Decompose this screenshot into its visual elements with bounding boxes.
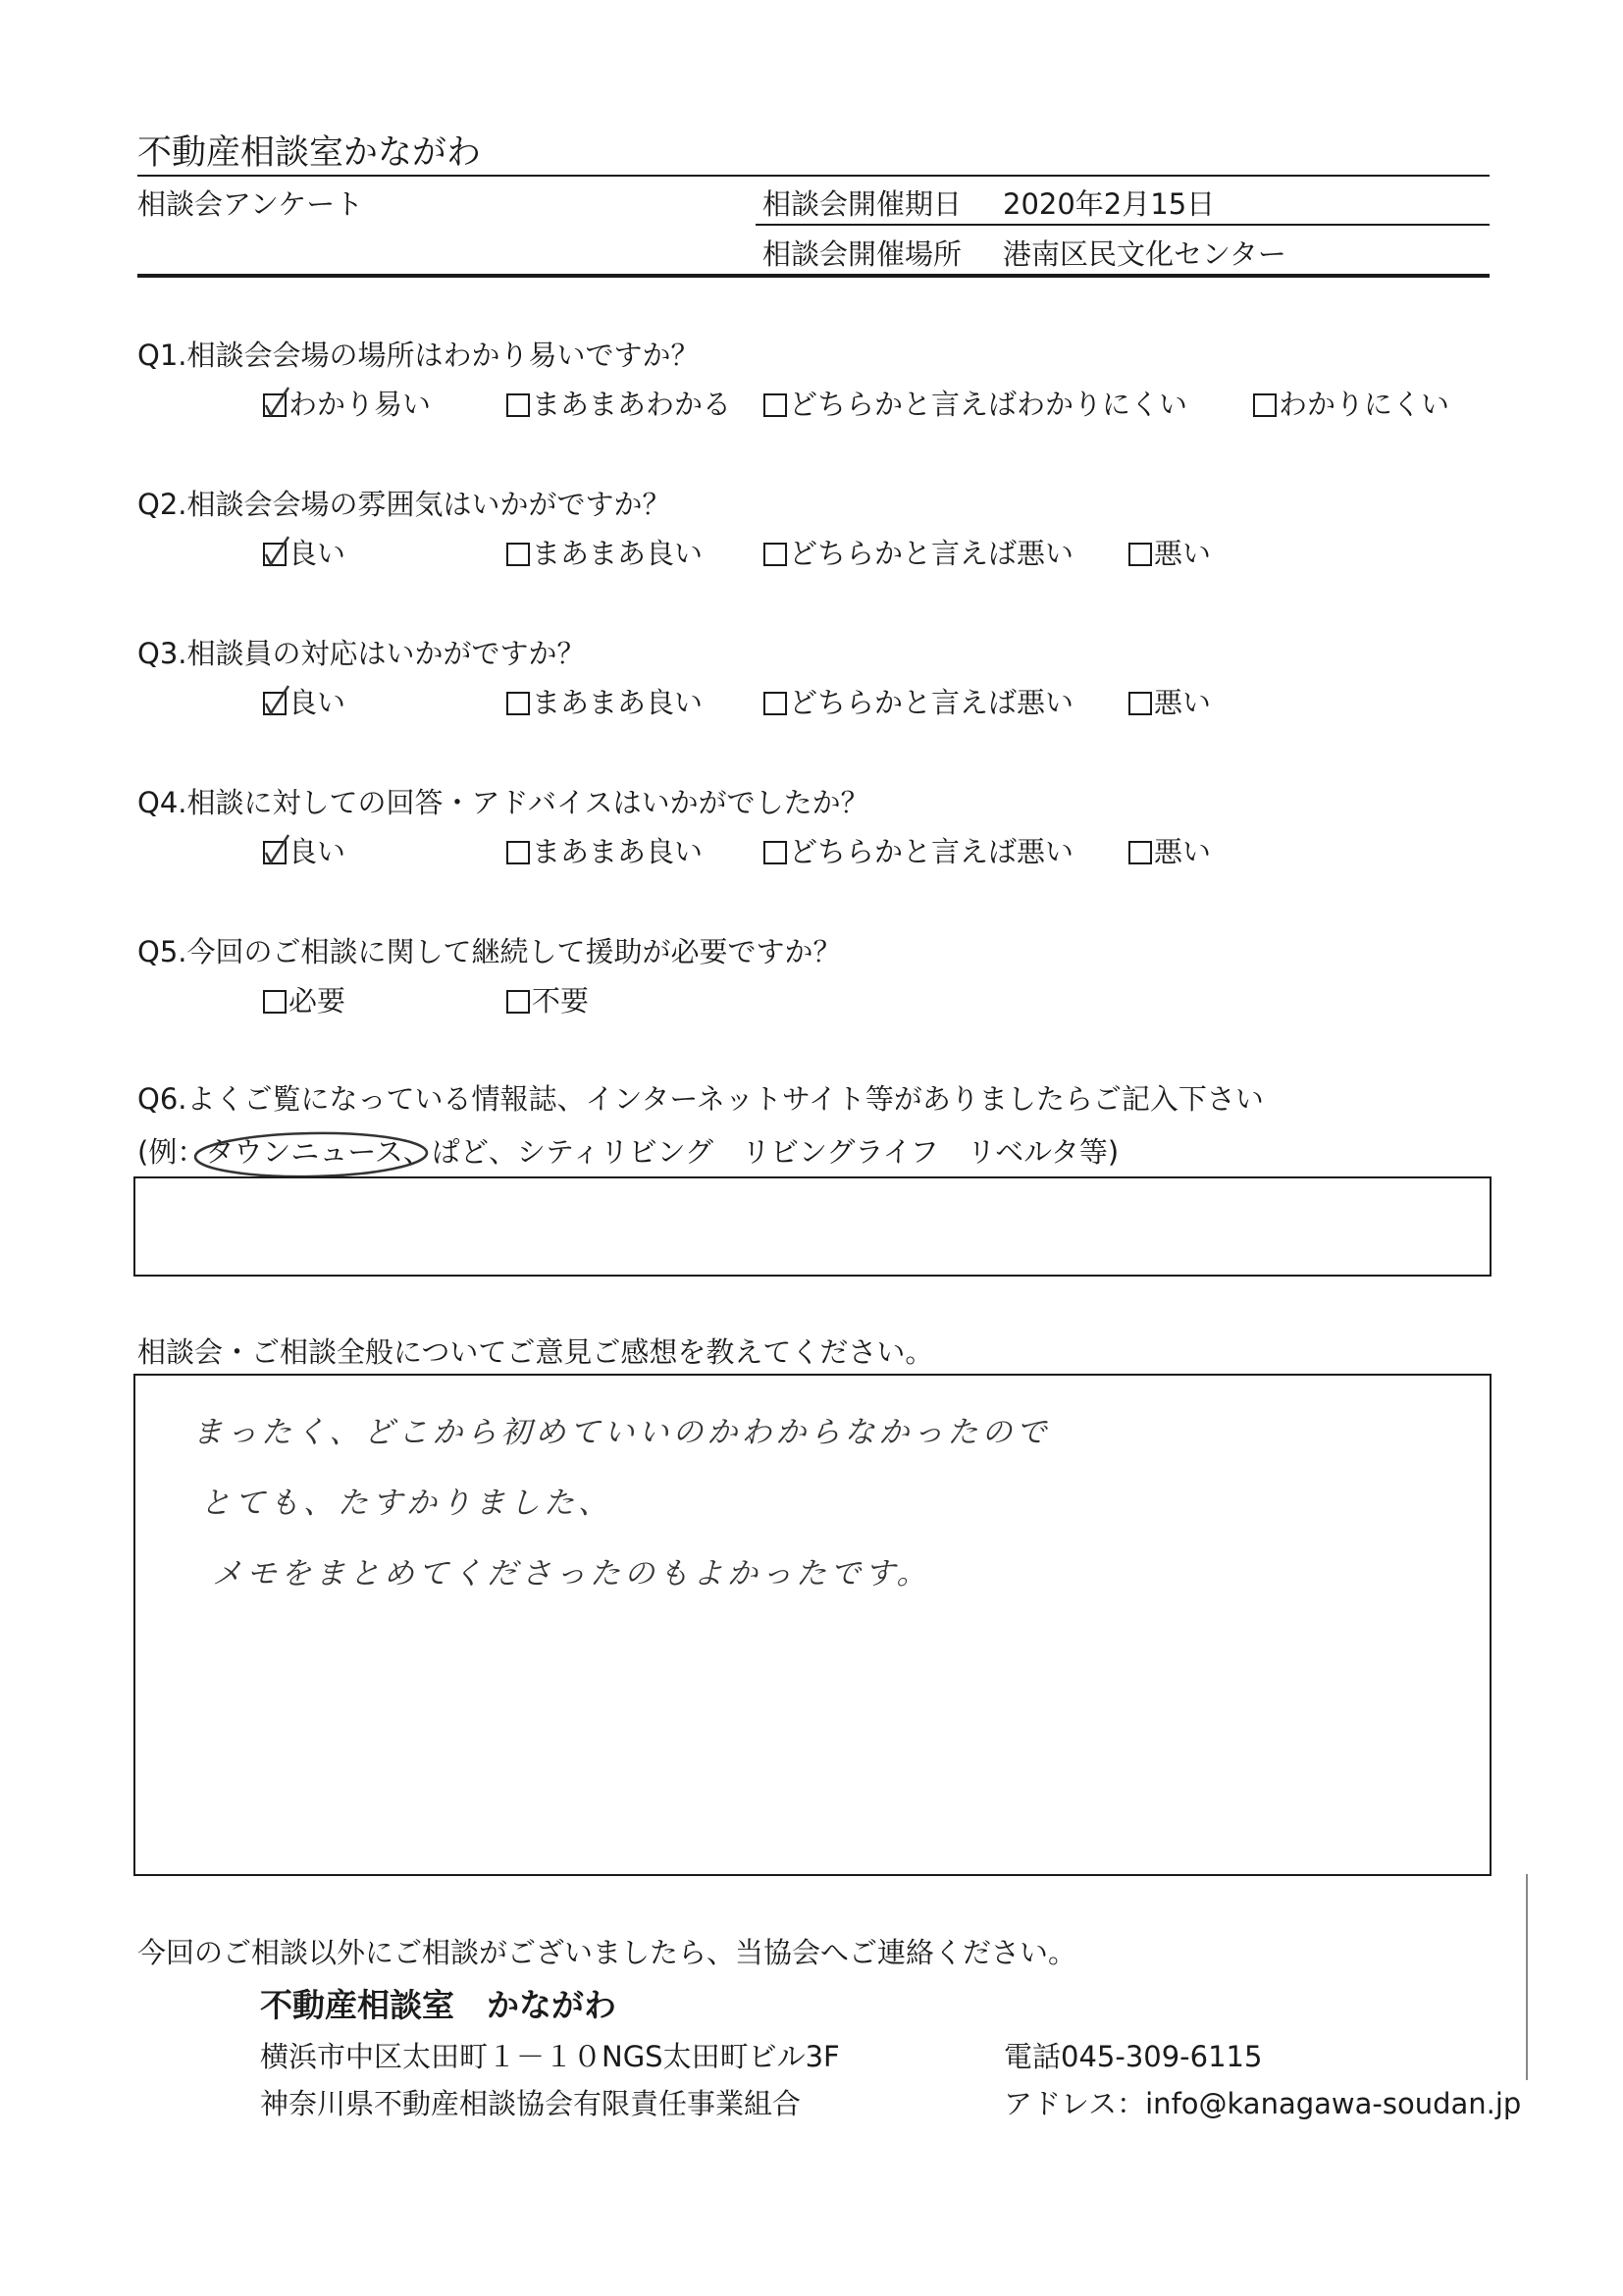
checkbox-icon[interactable] <box>763 841 787 864</box>
option-label: わかり易い <box>288 388 432 421</box>
place-label: 相談会開催場所 <box>762 237 963 271</box>
handwritten-line-2: とても、たすかりました、 <box>200 1486 612 1521</box>
org-title: 不動産相談室かながわ <box>137 133 482 173</box>
q1-option-3[interactable] <box>763 383 1187 423</box>
handwritten-line-1: まったく、どこから初めていいのかわからなかったので <box>192 1415 1051 1450</box>
q3-option-4[interactable] <box>1128 681 1211 721</box>
checkbox-icon[interactable] <box>506 990 530 1014</box>
checkbox-icon[interactable] <box>1128 841 1152 864</box>
checkbox-icon[interactable] <box>763 543 787 566</box>
q5-option-1[interactable] <box>263 979 345 1019</box>
checkbox-icon[interactable] <box>1253 393 1277 417</box>
q3-option-3[interactable] <box>763 681 1073 721</box>
q6-example-prefix: (例： <box>137 1135 206 1169</box>
scan-edge-line <box>1526 1874 1528 2080</box>
q5-option-2[interactable] <box>506 979 589 1019</box>
comments-label: 相談会・ご相談全般についてご意見ご感想を教えてください。 <box>137 1335 934 1369</box>
q4-option-2[interactable] <box>506 830 703 870</box>
checkbox-icon[interactable] <box>263 692 287 715</box>
option-label: 必要 <box>288 984 346 1018</box>
place-value: 港南区民文化センター <box>1003 237 1286 271</box>
q4-option-3[interactable] <box>763 830 1073 870</box>
q6-example <box>137 1130 1119 1171</box>
header-rule-1 <box>137 175 1490 177</box>
checkbox-icon[interactable] <box>263 543 287 566</box>
checkbox-icon[interactable] <box>263 393 287 417</box>
pen-circle-mark <box>197 1131 425 1180</box>
checkbox-icon[interactable] <box>506 543 530 566</box>
q6-example-circled-wrap <box>205 1135 403 1169</box>
checkbox-icon[interactable] <box>763 692 787 715</box>
checkbox-icon[interactable] <box>263 990 287 1014</box>
checkbox-icon[interactable] <box>763 393 787 417</box>
q6-example-circled: タウンニュース <box>205 1135 403 1169</box>
option-label: わかりにくい <box>1279 388 1450 421</box>
checkbox-icon[interactable] <box>506 393 530 417</box>
footer-org-name: 不動産相談室 かながわ <box>260 1986 616 2024</box>
date-label: 相談会開催期日 <box>762 187 963 221</box>
option-label: 良い <box>288 835 346 868</box>
checkbox-icon[interactable] <box>506 841 530 864</box>
footer-email: アドレス：info@kanagawa-soudan.jp <box>1004 2087 1522 2120</box>
q1-option-1[interactable] <box>263 383 431 423</box>
q6-question: Q6.よくご覧になっている情報誌、インターネットサイト等がありましたらご記入下さい <box>137 1082 1264 1116</box>
checkbox-icon[interactable] <box>1128 692 1152 715</box>
footer-address: 横浜市中区太田町１－１０NGS太田町ビル3F <box>260 2040 840 2073</box>
footer-association: 神奈川県不動産相談協会有限責任事業組合 <box>260 2087 802 2120</box>
option-label: 悪い <box>1154 686 1212 719</box>
option-label: まあまあ良い <box>532 686 704 719</box>
q6-answer-box[interactable] <box>133 1176 1492 1277</box>
q1-option-4[interactable] <box>1253 383 1449 423</box>
q4-option-4[interactable] <box>1128 830 1211 870</box>
option-label: どちらかと言えばわかりにくい <box>789 388 1188 421</box>
q2-option-2[interactable] <box>506 532 703 572</box>
option-label: どちらかと言えば悪い <box>789 835 1074 868</box>
q3-option-1[interactable] <box>263 681 345 721</box>
checkbox-icon[interactable] <box>263 841 287 864</box>
option-label: まあまあ良い <box>532 537 704 570</box>
option-label: 良い <box>288 537 346 570</box>
q3-option-2[interactable] <box>506 681 703 721</box>
footer-phone: 電話045-309-6115 <box>1004 2040 1263 2073</box>
checkbox-icon[interactable] <box>506 692 530 715</box>
comments-box[interactable] <box>133 1374 1492 1876</box>
header-rule-2 <box>756 224 1490 226</box>
option-label: 不要 <box>532 984 590 1018</box>
q2-option-1[interactable] <box>263 532 345 572</box>
footer-notice: 今回のご相談以外にご相談がございましたら、当協会へご連絡ください。 <box>137 1936 1077 1969</box>
question-1: Q1.相談会会場の場所はわかり易いですか？ <box>137 339 700 372</box>
q4-option-1[interactable] <box>263 830 345 870</box>
date-value: 2020年2月15日 <box>1003 187 1216 221</box>
question-2: Q2.相談会会場の雰囲気はいかがですか？ <box>137 488 671 521</box>
option-label: まあまあわかる <box>532 388 732 421</box>
q2-option-3[interactable] <box>763 532 1073 572</box>
option-label: 良い <box>288 686 346 719</box>
header-rule-3 <box>137 274 1490 278</box>
form-title: 相談会アンケート <box>137 187 364 221</box>
handwritten-line-3: メモをまとめてくださったのもよかったです。 <box>212 1556 931 1592</box>
question-3: Q3.相談員の対応はいかがですか？ <box>137 637 586 670</box>
option-label: 悪い <box>1154 537 1212 570</box>
option-label: まあまあ良い <box>532 835 704 868</box>
q6-example-rest: 、ぱど、シティリビング リビングライフ リベルタ等) <box>402 1135 1120 1169</box>
option-label: どちらかと言えば悪い <box>789 686 1074 719</box>
question-5: Q5.今回のご相談に関して継続して援助が必要ですか？ <box>137 935 842 968</box>
option-label: 悪い <box>1154 835 1212 868</box>
option-label: どちらかと言えば悪い <box>789 537 1074 570</box>
checkbox-icon[interactable] <box>1128 543 1152 566</box>
q2-option-4[interactable] <box>1128 532 1211 572</box>
question-4: Q4.相談に対しての回答・アドバイスはいかがでしたか？ <box>137 786 869 819</box>
q1-option-2[interactable] <box>506 383 731 423</box>
